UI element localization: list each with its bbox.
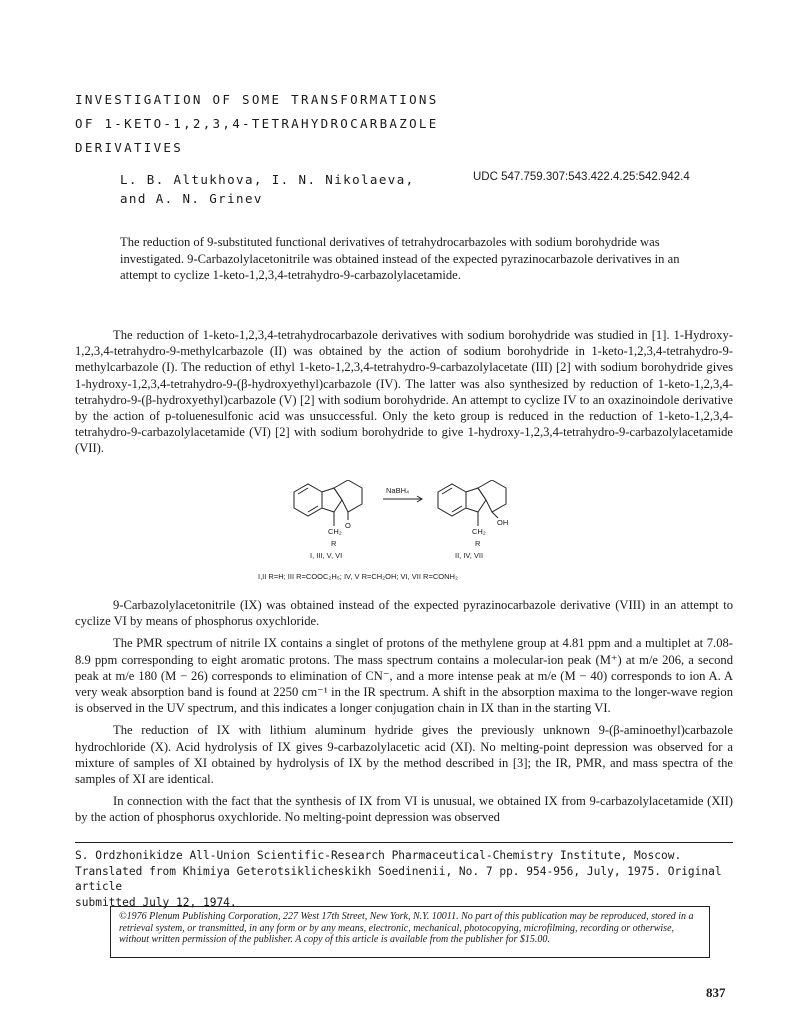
scheme-legend: I,II R=H; III R=COOC₂H₅; IV, V R=CH₂OH; VI, VII R=CONH₂ xyxy=(258,572,458,581)
paragraph: 9-Carbazolylacetonitrile (IX) was obtained instead of the expected pyrazinocarbazole derivative (VIII) in an attempt to cyclize VI by means of phosphorus oxychloride. xyxy=(75,598,733,629)
right-structure xyxy=(438,480,509,527)
body-section-2 xyxy=(75,597,733,832)
left-r-label: R xyxy=(331,539,337,548)
paragraph: The PMR spectrum of nitrile IX contains a singlet of protons of the methylene group at 4.81 ppm and a multiplet at 7.08-8.9 ppm corresponding to eight aromatic protons. The mass spectrum contains a molecular-ion peak (M⁺) at m/e 206, a second peak at m/e 180 (M − 26) corresponds to elimination of CN⁻, and a more intense peak at m/e (M − 40) corresponds to ion A. A very weak absorption band is found at 2250 cm⁻¹ in the IR spectrum. A shift in the absorption maxima to the longer-wave region is observed in the UV spectrum, and this indicates a longer conjugation chain in IX than in the starting VI. xyxy=(75,636,733,716)
title-line: OF 1-KETO-1,2,3,4-TETRAHYDROCARBAZOLE xyxy=(75,116,439,131)
paper-title xyxy=(75,88,439,160)
udc-code: UDC 547.759.307:543.422.4.25:542.942.4 xyxy=(473,171,690,183)
footnote-line: Translated from Khimiya Geterotsiklicheskikh Soedinenii, No. 7 pp. 954-956, July, 1975. Original article xyxy=(75,864,722,893)
paragraph: The reduction of 1-keto-1,2,3,4-tetrahydrocarbazole derivatives with sodium borohydride was studied in [1]. 1-Hydroxy-1,2,3,4-tetrahydro-9-methylcarbazole (II) was obtained by the action of sodium borohydride in 1-keto-1,2,3,4-tetrahydro-9-methylcarbazole (I). The reduction of ethyl 1-keto-1,2,3,4-tetrahydro-9-carbazolylacetate (III) [2] with sodium borohydride gives 1-hydroxy-1,2,3,4-tetrahydro-9-(β-hydroxyethyl)carbazole (IV). The latter was also synthesized by reduction of 1-keto-1,2,3,4-tetrahydro-9-(β-hydroxyethyl)carbazole (V) [2] with sodium borohydride. An attempt to cyclize IV to an oxazinoindole derivative by the action of p-toluenesulfonic acid was unsuccessful. Only the keto group is reduced in the reduction of 1-keto-1,2,3,4-tetrahydro-9-carbazolylacetamide (VI) [2] with sodium borohydride to give 1-hydroxy-1,2,3,4-tetrahydro-9-carbazolylacetamide (VII). xyxy=(75,328,733,456)
right-compound-label: II, IV, VII xyxy=(455,551,484,560)
reaction-arrow xyxy=(383,496,422,502)
authors-line: and A. N. Grinev xyxy=(120,191,263,206)
title-line: DERIVATIVES xyxy=(75,140,184,155)
paragraph: In connection with the fact that the synthesis of IX from VI is unusual, we obtained IX from 9-carbazolylacetamide (XII) by the action of phosphorus oxychloride. No melting-point depression was observed xyxy=(75,794,733,825)
footnote-line: S. Ordzhonikidze All-Union Scientific-Research Pharmaceutical-Chemistry Institute, Moscow. xyxy=(75,849,682,862)
left-compound-label: I, III, V, VI xyxy=(310,551,343,560)
reagent-label: NaBH₄ xyxy=(386,486,410,495)
abstract: The reduction of 9-substituted functional derivatives of tetrahydrocarbazoles with sodium borohydride was investigated. 9-Carbazolylacetonitrile was obtained instead of the expected pyrazinocarbazole derivatives in an attempt to cyclize 1-keto-1,2,3,4-tetrahydro-9-carbazolylacetamide. xyxy=(120,235,680,282)
authors xyxy=(120,170,415,208)
authors-line: L. B. Altukhova, I. N. Nikolaeva, xyxy=(120,172,415,187)
right-r-label: R xyxy=(475,539,481,548)
footnote xyxy=(75,848,733,910)
body-section-1 xyxy=(75,327,733,463)
right-ch2-label: CH₂ xyxy=(472,527,486,536)
left-ch2-label: CH₂ xyxy=(328,527,342,536)
left-o-label: O xyxy=(345,521,351,530)
footnote-line: submitted July 12, 1974. xyxy=(75,895,237,909)
right-oh-label: OH xyxy=(497,518,509,527)
reaction-scheme xyxy=(250,480,580,595)
copyright-notice: ©1976 Plenum Publishing Corporation, 227 West 17th Street, New York, N.Y. 10011. No part of this publication may be reproduced, stored in a retrieval system, or transmitted, in any form or by any means, electronic, mechanical, photocopying, microfilming, recording or otherwise, without written permission of the publisher. A copy of this article is available from the publisher for $15.00. xyxy=(110,906,710,958)
paragraph: The reduction of IX with lithium aluminum hydride gives the previously unknown 9-(β-aminoethyl)carbazole hydrochloride (X). Acid hydrolysis of IX gives 9-carbazolylacetic acid (XI). No melting-point depression was observed for a mixture of samples of XI obtained by hydrolysis of IX by the method described in [3]; the IR, PMR, and mass spectra of the samples of XI are identical. xyxy=(75,723,733,787)
footnote-divider xyxy=(75,842,733,843)
page-number: 837 xyxy=(706,985,726,1000)
left-structure xyxy=(294,480,362,526)
title-line: INVESTIGATION OF SOME TRANSFORMATIONS xyxy=(75,92,439,107)
